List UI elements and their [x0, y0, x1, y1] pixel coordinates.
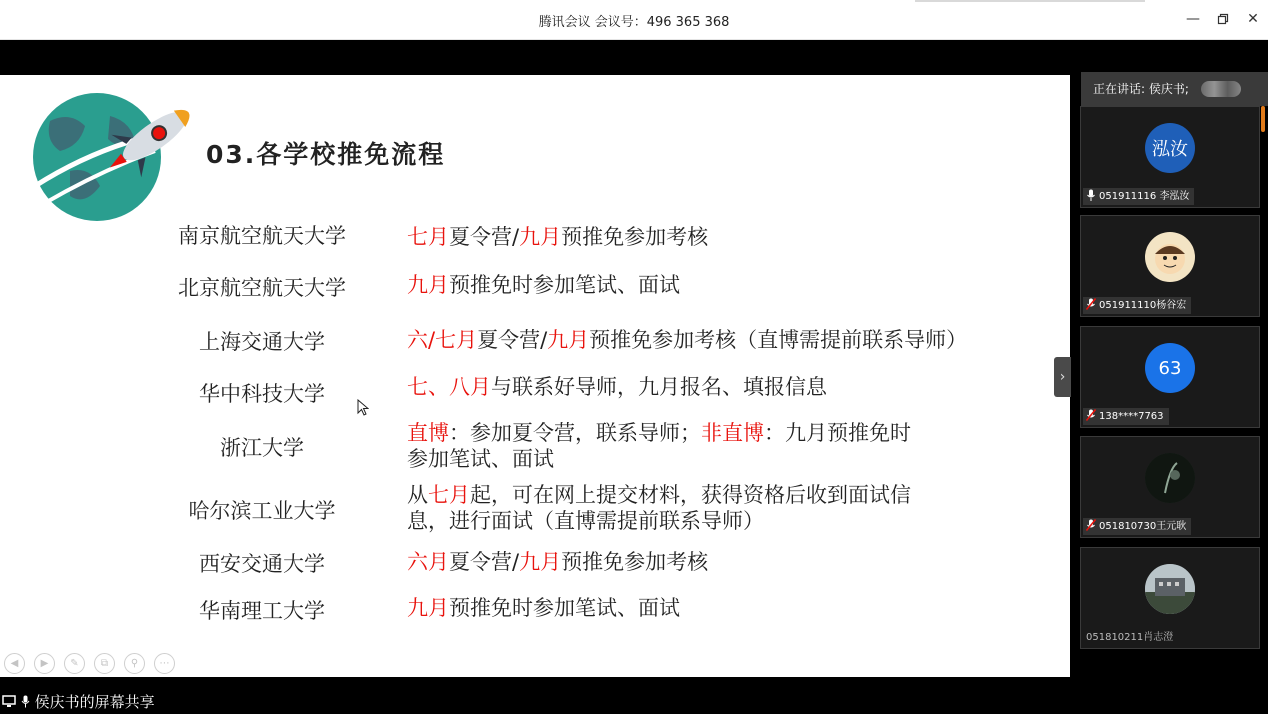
school-process — [407, 327, 967, 353]
restore-icon[interactable] — [1214, 10, 1232, 28]
window-title: 腾讯会议 会议号：496 365 368 — [538, 15, 730, 30]
mic-muted-icon — [1086, 411, 1099, 422]
process-line — [407, 482, 911, 508]
participant-name: 051810211肖志澄 — [1086, 632, 1174, 643]
participant-tile[interactable] — [1080, 326, 1260, 428]
participant-name: 138****7763 — [1099, 411, 1164, 422]
school-process — [407, 595, 680, 621]
highlight-text: 六月 — [407, 550, 449, 574]
prev-icon[interactable]: ◀ — [4, 653, 25, 674]
school-name: 华南理工大学 — [199, 599, 325, 623]
process-text: 预推免参加考核 — [561, 225, 709, 249]
process-text: 从 — [407, 483, 428, 507]
school-process — [407, 272, 680, 298]
mic-muted-icon — [1086, 300, 1099, 311]
process-text: 预推免参加考核（直博需提前联系导师） — [589, 328, 968, 352]
process-text: 预推免时参加笔试、面试 — [449, 273, 680, 297]
school-name: 哈尔滨工业大学 — [188, 499, 336, 523]
avatar — [1145, 564, 1195, 614]
school-process — [407, 224, 708, 250]
school-name: 浙江大学 — [220, 436, 304, 460]
school-process — [407, 482, 911, 534]
school-name: 南京航空航天大学 — [178, 224, 346, 248]
process-text: 夏令营/ — [449, 225, 520, 249]
speaking-label: 正在讲话: 侯庆书; — [1093, 82, 1189, 96]
zoom-icon[interactable]: ⚲ — [124, 653, 145, 674]
process-text: 息，进行面试（直博需提前联系导师） — [407, 509, 764, 533]
more-icon[interactable]: ⋯ — [154, 653, 175, 674]
process-text: 预推免时参加笔试、面试 — [449, 596, 680, 620]
participant-tile[interactable] — [1080, 215, 1260, 317]
process-text: 夏令营/ — [449, 550, 520, 574]
mic-icon — [1086, 191, 1099, 202]
avatar — [1145, 453, 1195, 503]
participant-name-label — [1083, 629, 1178, 646]
process-text: 预推免参加考核 — [561, 550, 709, 574]
avatar: 泓汝 — [1145, 123, 1195, 173]
participant-name-label — [1083, 408, 1169, 425]
mic-muted-icon — [1086, 521, 1099, 532]
collapse-panel-button[interactable]: › — [1054, 357, 1071, 397]
process-text: ：九月预推免时 — [764, 421, 911, 445]
highlight-text: 七月 — [407, 225, 449, 249]
participant-name: 051810730王元耿 — [1099, 521, 1187, 532]
highlight-text: 七月 — [428, 483, 470, 507]
highlight-text: 九月 — [407, 596, 449, 620]
school-process — [407, 420, 911, 472]
screen-share-icon — [2, 695, 16, 708]
speaking-indicator — [1081, 72, 1268, 106]
highlight-text: 九月 — [519, 550, 562, 574]
highlight-text: 六/七月 — [407, 328, 478, 352]
process-line — [407, 446, 911, 472]
panel-scrollbar[interactable] — [1261, 106, 1265, 132]
process-text: ：参加夏令营，联系导师； — [449, 421, 701, 445]
minimize-icon[interactable]: — — [1186, 11, 1200, 27]
highlight-text: 七、八月 — [407, 375, 491, 399]
screen-share-bar — [0, 690, 300, 714]
participant-tile[interactable] — [1080, 547, 1260, 649]
process-text: 参加笔试、面试 — [407, 447, 554, 471]
process-text: 夏令营/ — [477, 328, 548, 352]
title-bar — [0, 0, 1268, 40]
school-process — [407, 549, 708, 575]
avatar: 63 — [1145, 343, 1195, 393]
school-name: 西安交通大学 — [199, 552, 325, 576]
process-line — [407, 508, 911, 534]
school-process — [407, 374, 827, 400]
participants-panel — [1071, 40, 1268, 714]
highlight-text: 非直博 — [701, 421, 764, 445]
participant-tile[interactable] — [1080, 436, 1260, 538]
school-name: 北京航空航天大学 — [178, 276, 346, 300]
blurred-name — [1201, 81, 1241, 97]
mic-icon — [21, 695, 30, 708]
participant-name-label — [1083, 518, 1191, 535]
screen-share-label: 侯庆书的屏幕共享 — [34, 693, 155, 711]
school-name: 华中科技大学 — [199, 382, 325, 406]
highlight-text: 九月 — [547, 328, 590, 352]
participant-name: 051911116 李泓汝 — [1099, 191, 1190, 202]
participant-name-label — [1083, 297, 1191, 314]
shared-slide — [0, 75, 1070, 677]
avatar — [1145, 232, 1195, 282]
participant-name-label — [1083, 188, 1194, 205]
process-line — [407, 420, 911, 446]
highlight-text: 九月 — [407, 273, 449, 297]
next-icon[interactable]: ▶ — [34, 653, 55, 674]
title-bar-decoration — [915, 0, 1145, 2]
process-text: 与联系好导师，九月报名、填报信息 — [491, 375, 827, 399]
close-icon[interactable]: ✕ — [1247, 11, 1259, 27]
mouse-cursor-icon — [357, 399, 369, 417]
participant-tile[interactable] — [1080, 106, 1260, 208]
copy-icon[interactable]: ⧉ — [94, 653, 115, 674]
rocket-globe-icon — [30, 91, 195, 221]
slide-title: 03.各学校推免流程 — [206, 140, 446, 169]
process-text: 起，可在网上提交材料，获得资格后收到面试信 — [470, 483, 911, 507]
participant-name: 051911110杨谷宏 — [1099, 300, 1187, 311]
school-name: 上海交通大学 — [199, 330, 325, 354]
highlight-text: 直博 — [407, 421, 449, 445]
highlight-text: 九月 — [519, 225, 562, 249]
pen-icon[interactable]: ✎ — [64, 653, 85, 674]
